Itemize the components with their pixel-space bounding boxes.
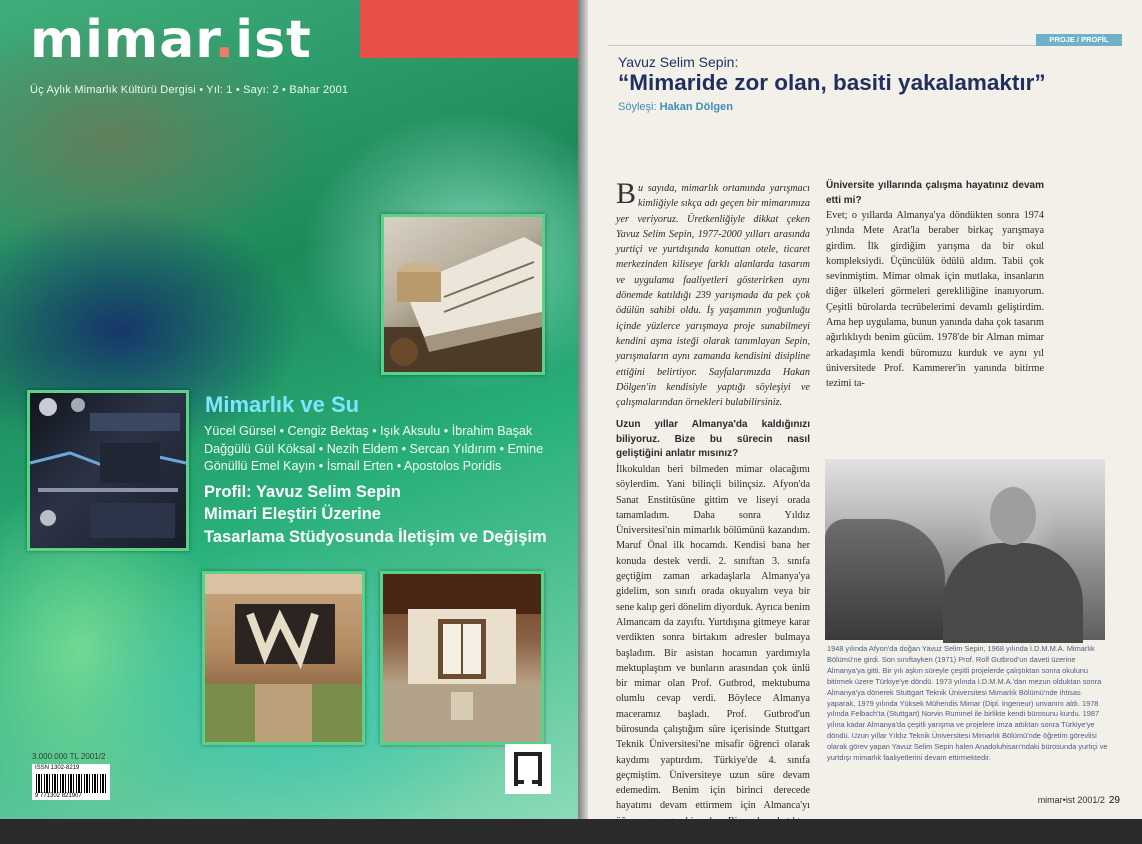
answer-1: İlkokuldan beri bilmeden mimar olacağımı söylerdim. Yani bilinçli bilinçsiz. Afyon'da Sanat Enstitüsüne gittim ve liseyi orada tamamladım. Daha sonra Yıldız Üniversitesi'nin mimarlık bölümünü kazandım. Maruf Önal ilk hocamdı. Kendisi bana her konuda destek verdi. 2. sınıftan 3. sınıfa geçtiğim zaman arkadaşlarla Almanya'ya gidelim, son sınıfı orada okuyalım veya bir sene kalıp geri dönelim diyorduk. Ayrıca benim Almancam da zayıftı. Yurtdışına gitmeye karar verdikten sonra birtakım adresler bulmaya başladım. Bir asistan hocamın yardımıyla mektuplaştım ve bunların arasından çok ünlü bir mimar olan Prof. Gutbrod, mektubuma olumlu cevap verdi. Böylece Almanya maceramız başladı. Prof. Gutbrod'un bürosunda çalıştığım süre içerisinde Stuttgart Teknik Üniversitesi'ne misafir öğrenci olarak kaydımı yaptırdım. Türkiye'de 4. sınıfa geçmiştim. Üniversiteye uzun süre devam edemedim. Benim için birinci derecede hayatımı devam ettirmem için Almanca'yı öğrenmem gerekiyordu. Bir yıl çalıştıktan sonra geri dönüp buradaki okulumu bitirdim.: [616, 463, 810, 843]
photo-caption: 1948 yılında Afyon'da doğan Yavuz Selim Sepin, 1968 yılında İ.D.M.M.A. Mimarlık Bölümü'ne girdi. Son sınıftayken (1971) Prof. Rolf Gutbrod'un daveti üzerine Almanya'ya gitti. Bir yılı aşkın süreyle çeşitli projelerde çalıştıktan sonra okulunu bitirmek üzere Türkiye'ye döndü. 1973 yılında İ.D.M.M.A.'dan mezun olduktan sonra Almanya'ya dönerek Stuttgart Teknik Üniversitesi Mimarlık Bölümü'nde ihtisas yaparak, 1979 yılında Yüksek Mühendis Mimar (Dipl. Ingeneur) unvanını aldı. 1978 yılında Felbach'ta (Stuttgart) Norvin Rummel ile birlikte kendi bürosunu kurdu. 1987 yılına kadar Almanya'da çeşitli yarışma ve projelere imza attıktan sonra Türkiye'ye döndü. Uzun yıllar Yıldız Teknik Üniversitesi Mimarlık Bölümü'nde öğretim görevlisi olarak görev yapan Yavuz Selim Sepin halen Anadoluhisarı'ndaki bürosunda yurtiçi ve yurtdışı mimarlık faaliyetlerini devam ettirmektedir.: [827, 644, 1108, 763]
page-gutter: [578, 0, 588, 819]
water-drawing-collage: [27, 390, 189, 551]
cover-feature-2: Mimari Eleştiri Üzerine: [204, 505, 381, 523]
article-page: [588, 0, 1142, 843]
publisher-logo-icon: [505, 744, 551, 794]
barcode-number: 9 771302 821907: [35, 793, 82, 799]
issn-label: ISSN 1302-8219: [35, 765, 80, 771]
magazine-cover: [0, 0, 578, 819]
cover-feature-1: Profil: Yavuz Selim Sepin: [204, 483, 401, 501]
page-footer: mimar•ist 2001/2 29: [1037, 795, 1120, 806]
interior-photo: [380, 571, 544, 745]
cover-price: 3.000.000 TL 2001/2: [32, 752, 106, 761]
cover-section-title: Mimarlık ve Su: [205, 392, 360, 417]
question-2: Üniversite yıllarında çalışma hayatınız devam etti mi?: [826, 180, 1044, 206]
drop-cap: B: [616, 177, 637, 210]
article-byline: Söyleşi: Hakan Dölgen: [618, 101, 733, 113]
article-column-2: [826, 179, 1044, 392]
barcode: [32, 764, 110, 800]
barcode-bars: [36, 774, 106, 793]
page-number: 29: [1108, 795, 1120, 806]
courtyard-photo: [202, 571, 365, 745]
answer-2: Evet; o yıllarda Almanya'ya döndükten sonra 1974 yılında Mete Arat'la beraber birkaç yarışmaya girdim. İlk girdiğim yarışma da bir okul kompleksiydi. Üçüncülük ödülü aldım. Tabii çok sevinmiştim. Mimar olmak için mutlaka, insanların diğer ülkeleri görmeleri gerekliliğine inanıyorum. Çeşitli bürolarda tecrübelerimi devamlı geliştirdim. Ama hep uygulama, bunun yanında daha çok tasarım ağırlıklıydı benim gücüm. 1978'de bir Alman mimar arkadaşımla kendi büromuzu kurduk ve aynı yıl üniversitede Prof. Kammerer'in yanında bitirme tezimi ta-: [826, 210, 1044, 390]
cover-contributors: Yücel Gürsel • Cengiz Bektaş • Işık Aksulu • İbrahim Başak Dağgülü Gül Köksal • Nezih Eldem • Sercan Yıldırım • Emine Gönüllü Emel Kayın • İsmail Erten • Apostolos Poridis: [204, 424, 544, 473]
portrait-photo: [825, 459, 1105, 640]
cover-subtitle: Üç Aylık Mimarlık Kültürü Dergisi • Yıl: 1 • Sayı: 2 • Bahar 2001: [30, 84, 349, 96]
article-headline: “Mimaride zor olan, basiti yakalamaktır”: [618, 70, 1046, 95]
article-author: Yavuz Selim Sepin:: [618, 54, 739, 70]
article-intro: Bu sayıda, mimarlık ortamında yarışmacı kimliğiyle sıkça adı geçen bir mimarımıza yer veriyoruz. Üretkenliğiyle dikkat çeken Yavuz Selim Sepin, 1977-2000 yılları arasında yurtiçi ve yurtdışında konuttan otele, ticaret merkezinden kiliseye farklı alanlarda tasarım ve uygulama faaliyetleri gösterirken aynı dönemde katıldığı 239 yarışmada da pek çok ödülün sahibi oldu. İş yaşamının yoğunluğu içinde yüzlerce yarışmaya proje sunabilmeyi kendini aşma isteği olarak tanımlayan Sepin, yarışmaların aynı zamanda kendisini disipline ettiğini belirtiyor. Sayfalarımızda Hakan Dölgen'in kendisiyle yaptığı söyleşiyi ve çalışmalarından örnekleri bulabilirsiniz.: [616, 177, 810, 409]
question-1: Uzun yıllar Almanya'da kaldığınızı biliyoruz. Bize bu sürecin nasıl geliştiğini anlatır mısınız?: [616, 419, 810, 460]
section-tag: PROJE / PROFİL: [1036, 34, 1122, 46]
building-model-photo: [381, 214, 545, 375]
logo-red-bar: [360, 0, 578, 58]
article-column-1: [616, 177, 810, 844]
magazine-logo: mimar.ist: [30, 10, 312, 70]
cover-feature-3: Tasarlama Stüdyosunda İletişim ve Değişim: [204, 528, 547, 546]
header-rule: [608, 45, 1036, 46]
